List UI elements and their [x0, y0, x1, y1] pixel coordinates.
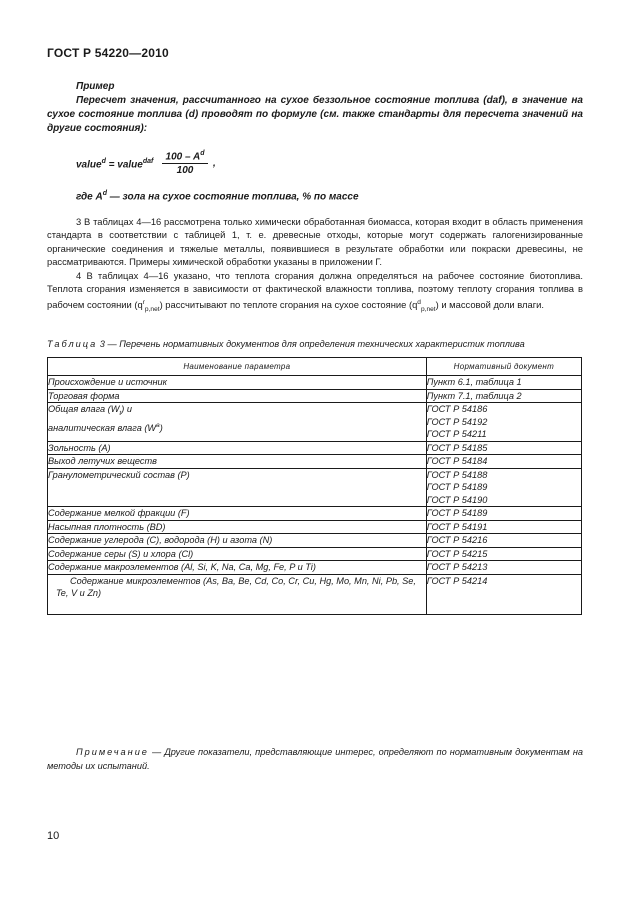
doc-cell: ГОСТ Р 54191	[426, 520, 581, 534]
doc-cell: ГОСТ Р 54188 ГОСТ Р 54189 ГОСТ Р 54190	[426, 468, 581, 507]
formula-fraction	[162, 150, 208, 176]
formula-denominator: 100	[176, 165, 194, 177]
param-cell: Содержание мелкой фракции (F)	[48, 507, 427, 521]
example-title: Пример	[76, 81, 115, 92]
table-header-row	[48, 358, 582, 376]
documents-table	[47, 357, 582, 615]
doc-cell: ГОСТ Р 54215	[426, 547, 581, 561]
standard-header: ГОСТ Р 54220—2010	[47, 46, 169, 60]
table-row	[48, 561, 582, 575]
doc-cell: ГОСТ Р 54216	[426, 534, 581, 548]
paragraph-4: 4 В таблицах 4—16 указано, что теплота сгорания должна определяться на рабочее состояние биотоплива. Теплота сгорания изменяется в зависимости от фактической влажности топлива, поэтому теплоту сгорания топлива в рабочем состоянии $(q^r_{p,net})$ рассчитывают по теплоте сгорания на сухое состояние $(q^d_{p,net})$ и массовой доли влаги.	[47, 270, 583, 313]
formula-numerator: $100 - A^d$	[162, 150, 208, 164]
table-row	[48, 574, 582, 614]
param-cell: Торговая форма	[48, 389, 427, 403]
doc-cell: Пункт 6.1, таблица 1	[426, 376, 581, 390]
doc-cell: ГОСТ Р 54184	[426, 455, 581, 469]
doc-cell: ГОСТ Р 54186 ГОСТ Р 54192 ГОСТ Р 54211	[426, 403, 581, 442]
paragraph-3: 3 В таблицах 4—16 рассмотрена только химически обработанная биомасса, которая входит в область применения стандарта в соответствии с таблицей 1, т. е. древесные отходы, которые могут содержать галогенизированные органические соединения и тяжелые металлы, появившиеся в результате обработки или покраски древесины, не рассматриваются. Примеры химической обработки указаны в приложении Г.	[47, 216, 583, 268]
doc-cell: ГОСТ Р 54189	[426, 507, 581, 521]
param-cell: Содержание серы (S) и хлора (Cl)	[48, 547, 427, 561]
doc-cell: Пункт 7.1, таблица 2	[426, 389, 581, 403]
formula-lhs: value$^d$ = value$^{daf}$	[76, 158, 154, 171]
param-cell: Содержание макроэлементов (Al, Si, K, Na, Ca, Mg, Fe, P и Ti)	[48, 561, 427, 575]
param-cell: Зольность (A)	[48, 441, 427, 455]
table-row	[48, 468, 582, 507]
column-header-parameter: Наименование параметра	[48, 358, 427, 376]
table-row	[48, 507, 582, 521]
table-row	[48, 389, 582, 403]
table-row	[48, 441, 582, 455]
table-caption: Таблица 3 — Перечень нормативных документов для определения технических характеристик топлива	[47, 339, 525, 349]
page-number: 10	[47, 830, 60, 842]
formula-where: где $A^d$ — зола на сухое состояние топлива, % по массе	[76, 190, 359, 203]
doc-cell: ГОСТ Р 54185	[426, 441, 581, 455]
param-cell: Общая влага $(W_t)$ и аналитическая влага $(W^a)$	[48, 403, 427, 442]
table-row	[48, 534, 582, 548]
doc-cell: ГОСТ Р 54214	[426, 574, 581, 614]
doc-cell: ГОСТ Р 54213	[426, 561, 581, 575]
param-cell: Происхождение и источник	[48, 376, 427, 390]
table-row	[48, 547, 582, 561]
table-row	[48, 403, 582, 442]
param-cell: Содержание углерода (C), водорода (H) и азота (N)	[48, 534, 427, 548]
column-header-document: Нормативный документ	[426, 358, 581, 376]
param-cell: Содержание микроэлементов (As, Ba, Be, Cd, Co, Cr, Cu, Hg, Mo, Mn, Ni, Pb, Se, Te, V и Zn)	[48, 574, 427, 614]
table-row	[48, 376, 582, 390]
example-text: Пересчет значения, рассчитанного на сухое беззольное состояние топлива (daf), в значение на сухое состояние топлива (d) проводят по формуле (см. также стандарты для пересчета значений на другие состояния):	[47, 95, 583, 134]
param-cell: Выход летучих веществ	[48, 455, 427, 469]
param-cell: Насыпная плотность (BD)	[48, 520, 427, 534]
table-note: Примечание — Другие показатели, представляющие интерес, определяют по нормативным документам на методы их испытаний.	[47, 747, 583, 771]
table-row	[48, 455, 582, 469]
table-row	[48, 520, 582, 534]
param-cell: Гранулометрический состав (P)	[48, 468, 427, 507]
document-page: ГОСТ Р 54220—2010 Пример Пересчет значения, рассчитанного на сухое беззольное состояние топлива (daf), в значение на сухое состояние топлива (d) проводят по формуле (см. также стандарты для пересчета значений на другие состояния): value$^d$ = value$^{daf}$ $\frac{100 - A^d}{100}$ , где $A^d$ — зола на сухое состояние топлива, % по массе 3 В таблицах 4—16 рассмотрена только химически обработанная биомасса, которая входит в область применения стандарта в соответствии с таблицей 1, т. е. древесные отходы, которые могут содержать галогенизированные органические соединения и тяжелые металлы, появившиеся в результате обработки или покраски древесины, не рассматриваются. Примеры химической обработки указаны в приложении Г. 4 В таблицах 4—16 указано, что теплота сгорания должна определяться на рабочее состояние биотоплива. Теплота сгорания изменяется в зависимости от фактической влажности топлива, поэтому теплоту сгорания топлива в рабочем состоянии $(q^r_{p,net})$ рассчитывают по теплоте сгорания на сухое состояние $(q^d_{p,net})$ и массовой доли влаги. Таблица 3 — Перечень нормативных документов для определения технических характеристик топлива Наименование параметра Нормативный документ Происхождение и источник Пункт 6.1, таблица 1 Торговая форма Пункт 7.1, таблица 2 Общая влага $(W_t)$ и аналитическая влага $(W^a)$ ГОСТ Р 54186 ГОСТ Р 54192 ГОСТ Р 54211 Зольность (A) ГОСТ Р 54185 Выход летучих веществ ГОСТ Р 54184 Гранулометрический состав (P) ГОСТ Р 54188 ГОСТ Р 54189 ГОСТ Р 54190 Содержание мелкой фракции (F) ГОСТ Р 54189 Насыпная плотность (BD) ГОСТ Р 54191 Содержание углерода (C), водорода (H) и азота (N) ГОСТ Р 54216 Содержание серы (S) и хлора (Cl) ГОСТ Р 54215 Содержание макроэлементов (Al, Si, K, Na, Ca, Mg, Fe, P и Ti) ГОСТ Р 54213 Содержание микроэлементов (As, Ba, Be, Cd, Co, Cr, Cu, Hg, Mo, Mn, Ni, Pb, Se, Te, V и Zn) ГОСТ Р 54214 Примечание — Другие показатели, представляющие интерес, определяют по нормативным документам на методы их испытаний. 10	[0, 0, 630, 913]
